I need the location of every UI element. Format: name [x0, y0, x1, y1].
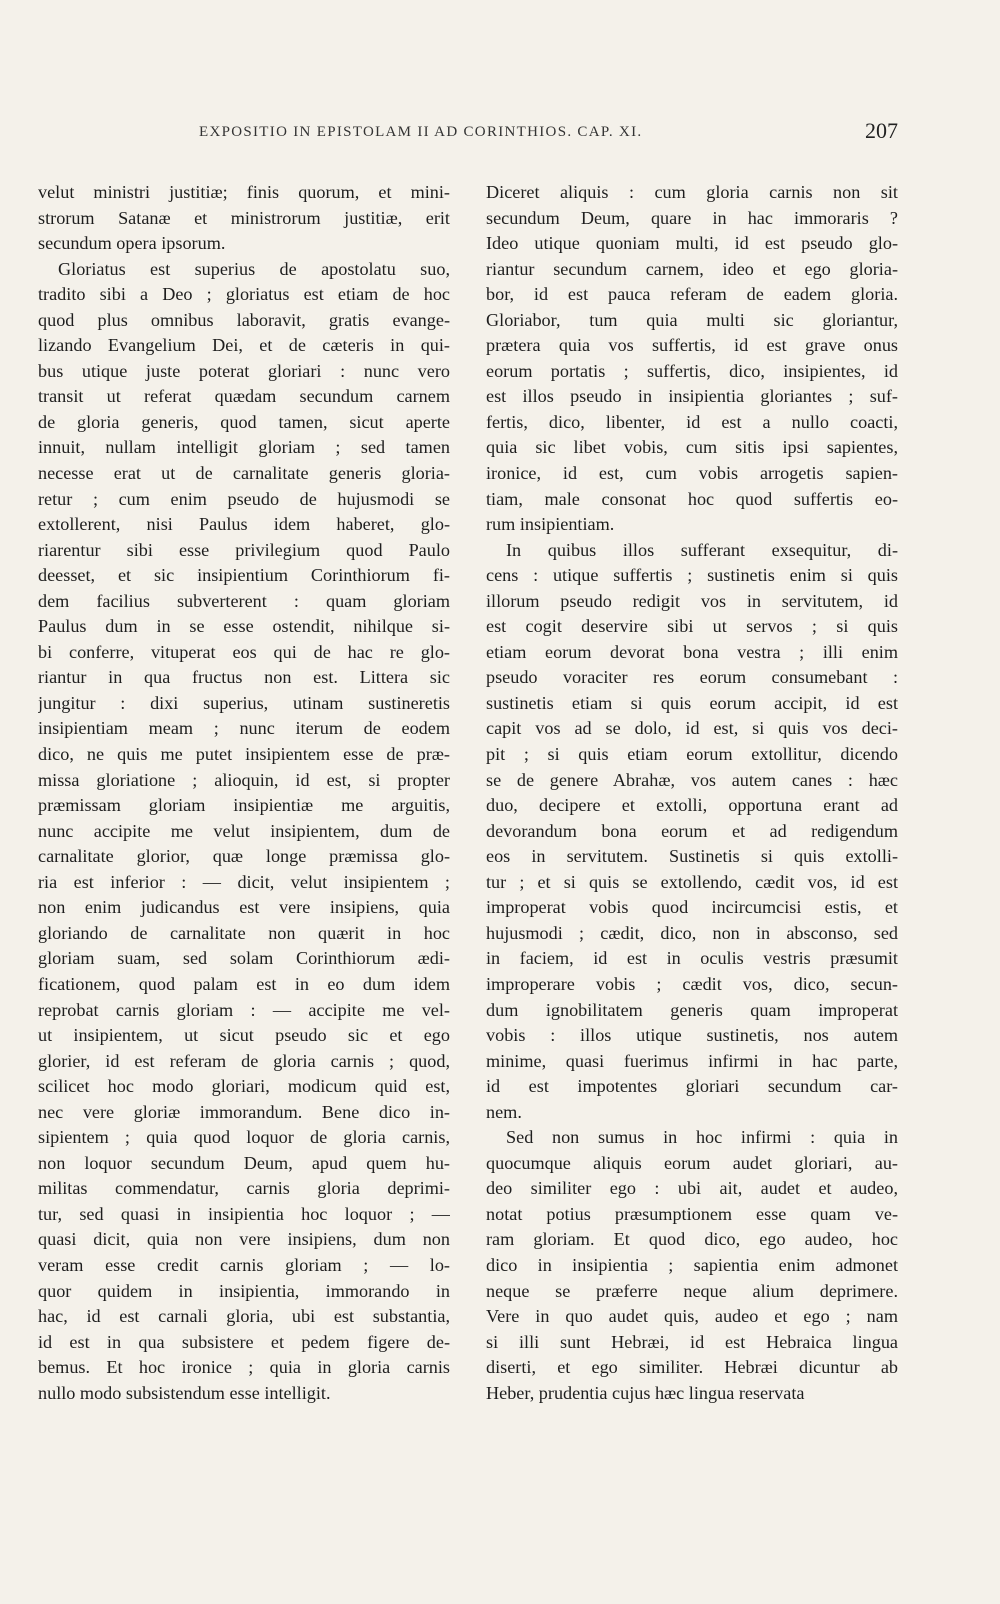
text-line: notat potius præsumptionem esse quam ve-	[486, 1203, 898, 1224]
text-line: Diceret aliquis : cum gloria carnis non sit	[486, 182, 898, 202]
text-line: nullo modo subsistendum esse intelligit.	[38, 1382, 331, 1403]
text-line: veram esse credit carnis gloriam ; — lo-	[38, 1254, 450, 1275]
text-line: tiam, male consonat hoc quod suffertis eo-	[486, 488, 898, 509]
text-line: extollerent, nisi Paulus idem haberet, glo-	[38, 514, 450, 535]
text-line: militas commendatur, carnis gloria deprimi-	[38, 1178, 450, 1199]
page-number: 207	[865, 118, 898, 143]
text-line: missa gloriatione ; alioquin, id est, si propter	[38, 769, 450, 790]
text-line: sustinetis etiam si quis eorum accipit, id est	[486, 692, 898, 713]
text-line: se de genere Abrahæ, vos autem canes : hæc	[486, 769, 898, 790]
text-line: Ideo utique quoniam multi, id est pseudo glo-	[486, 233, 898, 254]
text-line: præmissam gloriam insipientiæ me arguitis,	[38, 795, 450, 816]
text-line: insipientiam meam ; nunc iterum de eodem	[38, 718, 450, 739]
text-line: non loquor secundum Deum, apud quem hu-	[38, 1152, 450, 1173]
text-line: Gloriabor, tum quia multi sic gloriantur,	[486, 309, 898, 330]
text-line: quocumque aliquis eorum audet gloriari, au-	[486, 1152, 898, 1173]
text-line: duo, decipere et extolli, opportuna erant ad	[486, 795, 898, 816]
text-line: prætera quia vos suffertis, id est grave onus	[486, 335, 898, 356]
text-line: riantur secundum carnem, ideo et ego gloria-	[486, 258, 898, 279]
text-line: nem.	[486, 1101, 522, 1122]
text-line: sipientem ; quia quod loquor de gloria carnis,	[38, 1127, 450, 1148]
text-line: eorum portatis ; suffertis, dico, insipientes, id	[486, 360, 898, 381]
text-line: si illi sunt Hebræi, id est Hebraica lingua	[486, 1331, 898, 1352]
text-line: pseudo voraciter res eorum consumebant :	[486, 667, 898, 688]
text-line: secundum Deum, quare in hac immoraris ?	[486, 207, 898, 228]
text-line: est cogit deservire sibi ut servos ; si quis	[486, 616, 898, 637]
text-line: dum ignobilitatem generis quam improperat	[486, 999, 898, 1020]
text-line: improperat vobis quod incircumcisi estis, et	[486, 897, 898, 918]
text-line: ria est inferior : — dicit, velut insipientem ;	[38, 871, 450, 892]
text-line: Vere in quo audet quis, audeo et ego ; nam	[486, 1306, 898, 1327]
text-line: dem facilius subverterent : quam gloriam	[38, 590, 450, 611]
text-line: reprobat carnis gloriam : — accipite me vel-	[38, 999, 450, 1020]
text-line: quasi dicit, quia non vere insipiens, dum non	[38, 1229, 450, 1250]
text-line: rum insipientiam.	[486, 514, 615, 535]
running-title: EXPOSITIO IN EPISTOLAM II AD CORINTHIOS. CAP. XI.	[199, 124, 643, 140]
text-line: transit ut referat quædam secundum carnem	[38, 386, 450, 407]
text-line: innuit, nullam intelligit gloriam ; sed tamen	[38, 437, 450, 458]
text-line: lizando Evangelium Dei, et de cæteris in qui-	[38, 335, 450, 356]
text-line: gloriando de carnalitate non quærit in hoc	[38, 922, 450, 943]
text-line: pit ; si quis etiam eorum extollitur, dicendo	[486, 744, 898, 765]
text-line: quor quidem in insipientia, immorando in	[38, 1280, 450, 1301]
text-line: ut insipientem, ut sicut pseudo sic et ego	[38, 1025, 450, 1046]
text-line: secundum opera ipsorum.	[38, 233, 226, 254]
text-line: id est impotentes gloriari secundum car-	[486, 1076, 898, 1097]
text-line: devorandum bona eorum et ad redigendum	[486, 820, 898, 841]
text-line: etiam eorum devorat bona vestra ; illi enim	[486, 641, 898, 662]
text-line: deesset, et sic insipientium Corinthiorum fi-	[38, 565, 450, 586]
text-line: in faciem, id est in oculis vestris præsumit	[486, 948, 898, 969]
text-line: ficationem, quod palam est in eo dum idem	[38, 973, 450, 994]
text-line: tur, sed quasi in insipientia hoc loquor ; —	[38, 1203, 450, 1224]
text-line: improperare vobis ; cædit vos, dico, secun-	[486, 973, 898, 994]
text-line: tradito sibi a Deo ; gloriatus est etiam de hoc	[38, 284, 450, 305]
text-line: eos in servitutem. Sustinetis si quis extolli-	[486, 846, 898, 867]
text-line: In quibus illos sufferant exsequitur, di-	[506, 539, 898, 560]
text-line: est illos pseudo in insipientia gloriantes ; suf-	[486, 386, 898, 407]
text-line: fertis, dico, libenter, id est a nullo coacti,	[486, 411, 898, 432]
text-line: hac, id est carnali gloria, ubi est substantia,	[38, 1306, 450, 1327]
text-line: bus utique juste poterat gloriari : nunc vero	[38, 360, 450, 381]
text-line: vobis : illos utique sustinetis, nos autem	[486, 1025, 898, 1046]
text-line: bi conferre, vituperat eos qui de hac re glo-	[38, 641, 450, 662]
text-line: ironice, id est, cum vobis arrogetis sapien-	[486, 463, 898, 484]
text-line: riarentur sibi esse privilegium quod Paulo	[38, 539, 450, 560]
text-line: riantur in qua fructus non est. Littera sic	[38, 667, 450, 688]
text-line: scilicet hoc modo gloriari, modicum quid est,	[38, 1076, 450, 1097]
text-line: dico in insipientia ; sapientia enim admonet	[486, 1254, 898, 1275]
text-line: velut ministri justitiæ; finis quorum, et mini-	[38, 182, 450, 202]
text-line: strorum Satanæ et ministrorum justitiæ, erit	[38, 207, 450, 228]
text-line: id est in qua subsistere et pedem figere de-	[38, 1331, 450, 1352]
text-line: Heber, prudentia cujus hæc lingua reservata	[486, 1382, 805, 1403]
text-line: illorum pseudo redigit vos in servitutem, id	[486, 590, 898, 611]
text-line: minime, quasi fuerimus infirmi in hac parte,	[486, 1050, 898, 1071]
text-line: glorier, id est referam de gloria carnis ; quod,	[38, 1050, 450, 1071]
text-line: carnalitate glorior, quæ longe præmissa glo-	[38, 846, 450, 867]
text-line: Gloriatus est superius de apostolatu suo,	[58, 258, 450, 279]
page-header	[36, 118, 898, 148]
text-line: Paulus dum in se esse ostendit, nihilque si-	[38, 616, 450, 637]
text-line: neque se præferre neque alium deprimere.	[486, 1280, 898, 1301]
text-line: quod plus omnibus laboravit, gratis evange-	[38, 309, 450, 330]
text-line: quia sic libet vobis, cum sitis ipsi sapientes,	[486, 437, 898, 458]
text-line: jungitur : dixi superius, utinam sustineretis	[38, 692, 450, 713]
text-line: dico, ne quis me putet insipientem esse de præ-	[38, 744, 450, 765]
text-line: tur ; et si quis se extollendo, cædit vos, id est	[486, 871, 898, 892]
text-line: nec vere gloriæ immorandum. Bene dico in-	[38, 1101, 450, 1122]
text-line: bor, id est pauca referam de eadem gloria.	[486, 284, 898, 305]
text-line: non enim judicandus est vere insipiens, quia	[38, 897, 450, 918]
text-line: de gloria generis, quod tamen, sicut aperte	[38, 411, 450, 432]
text-line: diserti, et ego similiter. Hebræi dicuntur ab	[486, 1357, 898, 1378]
text-line: Sed non sumus in hoc infirmi : quia in	[506, 1127, 898, 1148]
text-line: nunc accipite me velut insipientem, dum de	[38, 820, 450, 841]
text-line: necesse erat ut de carnalitate generis gloria-	[38, 463, 450, 484]
text-line: deo similiter ego : ubi ait, audet et audeo,	[486, 1178, 898, 1199]
text-line: cens : utique suffertis ; sustinetis enim si quis	[486, 565, 898, 586]
text-line: hujusmodi ; cædit, dico, non in absconso, sed	[486, 922, 898, 943]
right-column	[486, 180, 898, 1406]
text-line: ram gloriam. Et quod dico, ego audeo, hoc	[486, 1229, 898, 1250]
text-line: retur ; cum enim pseudo de hujusmodi se	[38, 488, 450, 509]
text-line: capit vos ad se dolo, id est, si quis vos deci-	[486, 718, 898, 739]
text-line: gloriam suam, sed solam Corinthiorum ædi-	[38, 948, 450, 969]
text-line: bemus. Et hoc ironice ; quia in gloria carnis	[38, 1357, 450, 1378]
left-column	[38, 180, 450, 1406]
